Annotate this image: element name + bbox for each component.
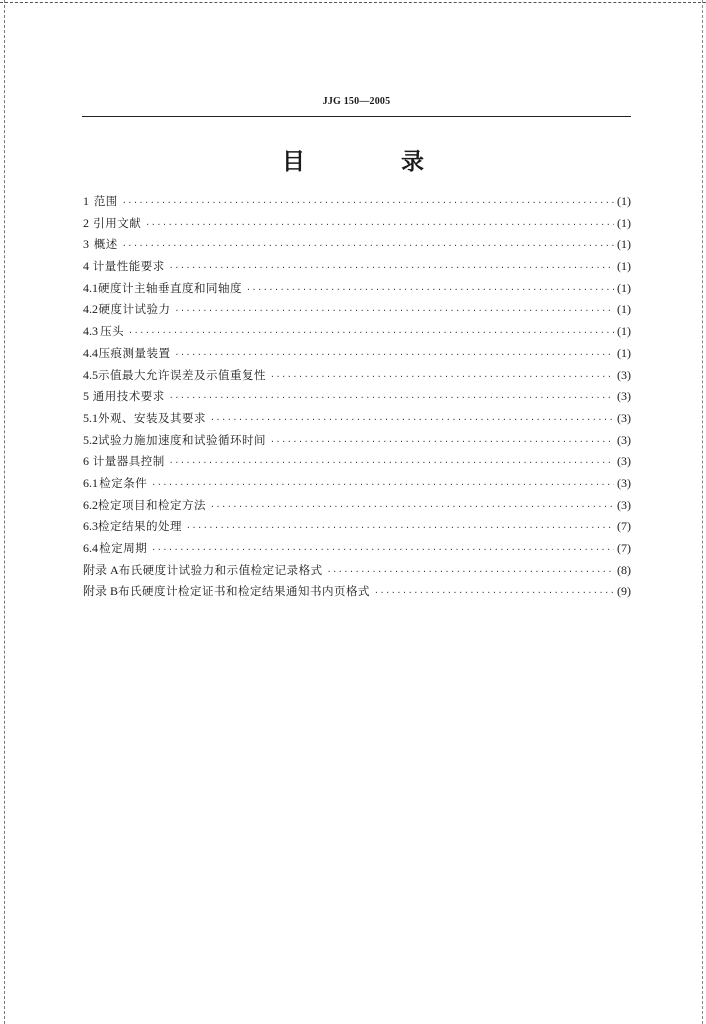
toc-entry[interactable] <box>83 581 631 603</box>
toc-entry-page: (1) <box>617 237 631 252</box>
scan-edge-top <box>0 2 706 3</box>
toc-entry-label: 检定项目和检定方法 <box>98 497 206 512</box>
toc-entry-label: 引用文献 <box>93 215 142 230</box>
toc-entry[interactable] <box>83 191 631 213</box>
toc-dot-leader <box>169 387 614 409</box>
toc-entry[interactable] <box>83 408 631 430</box>
toc-dot-leader <box>270 366 614 388</box>
toc-dot-leader <box>246 279 614 301</box>
toc-entry-page: (3) <box>617 497 631 512</box>
toc-dot-leader <box>210 496 614 518</box>
toc-dot-leader <box>151 474 614 496</box>
toc-entry[interactable] <box>83 343 631 365</box>
toc-entry-number: 附录 B <box>83 584 119 599</box>
toc-entry-label: 通用技术要求 <box>92 389 165 404</box>
toc-entry-page: (1) <box>617 302 631 317</box>
toc-entry-page: (7) <box>617 519 631 534</box>
toc-entry[interactable] <box>83 516 631 538</box>
toc-entry[interactable] <box>83 234 631 256</box>
toc-entry-number: 6.4 <box>83 541 98 555</box>
toc-entry-number: 3 <box>83 237 89 252</box>
toc-entry[interactable] <box>83 560 631 582</box>
toc-entry-number: 5.1 <box>83 410 98 425</box>
toc-entry-number: 4.4 <box>83 345 98 360</box>
toc-dot-leader <box>122 235 614 257</box>
toc-entry-label: 布氏硬度计试验力和示值检定记录格式 <box>118 562 323 577</box>
toc-entry-page: (8) <box>617 562 631 577</box>
toc-entry-number: 附录 A <box>83 562 119 577</box>
toc-dot-leader <box>186 517 614 539</box>
toc-dot-leader <box>174 344 614 366</box>
toc-entry-page: (7) <box>617 541 631 555</box>
toc-entry-number: 2 <box>83 215 89 230</box>
toc-entry-page: (1) <box>617 194 631 208</box>
page-header <box>82 96 631 117</box>
toc-entry[interactable] <box>83 451 631 473</box>
table-of-contents <box>83 191 631 603</box>
toc-entry-label: 布氏硬度计检定证书和检定结果通知书内页格式 <box>118 584 371 599</box>
toc-entry-page: (3) <box>617 410 631 425</box>
toc-dot-leader <box>327 561 614 583</box>
toc-entry-number: 4.5 <box>83 367 98 382</box>
toc-entry[interactable] <box>83 213 631 235</box>
toc-entry-number: 4.1 <box>83 280 98 295</box>
toc-entry-page: (1) <box>617 280 631 295</box>
toc-entry-label: 计量性能要求 <box>92 259 165 274</box>
toc-entry-label: 检定条件 <box>99 475 148 490</box>
toc-entry[interactable] <box>83 299 631 321</box>
toc-dot-leader <box>145 214 614 236</box>
toc-entry-label: 压头 <box>100 324 125 339</box>
toc-entry-page: (1) <box>617 324 631 339</box>
toc-entry-number: 5 <box>83 389 89 404</box>
toc-entry-number: 6.2 <box>83 497 98 512</box>
toc-entry-label: 示值最大允许误差及示值重复性 <box>98 367 266 382</box>
toc-entry-page: (3) <box>617 475 631 490</box>
toc-dot-leader <box>128 322 614 344</box>
toc-entry[interactable] <box>83 430 631 452</box>
standard-code: JJG 150—2005 <box>322 96 391 107</box>
toc-entry-label: 外观、安装及其要求 <box>98 410 206 425</box>
toc-entry[interactable] <box>83 473 631 495</box>
toc-entry-number: 6.3 <box>83 519 98 534</box>
toc-entry-label: 压痕测量装置 <box>98 345 171 360</box>
toc-entry-label: 检定周期 <box>99 541 148 555</box>
toc-entry-number: 6.1 <box>83 475 98 490</box>
toc-entry[interactable] <box>83 321 631 343</box>
toc-entry-page: (1) <box>617 215 631 230</box>
toc-entry-page: (9) <box>617 584 631 599</box>
toc-entry-label: 检定结果的处理 <box>98 519 183 534</box>
toc-entry[interactable] <box>83 365 631 387</box>
toc-entry[interactable] <box>83 278 631 300</box>
toc-entry-page: (1) <box>617 259 631 274</box>
toc-entry[interactable] <box>83 256 631 278</box>
toc-entry-number: 5.2 <box>83 432 98 447</box>
toc-entry-page: (3) <box>617 389 631 404</box>
toc-entry[interactable] <box>83 386 631 408</box>
toc-dot-leader <box>122 192 614 214</box>
toc-entry-number: 1 <box>83 194 89 208</box>
toc-entry-page: (3) <box>617 432 631 447</box>
toc-entry-number: 4.2 <box>83 302 98 317</box>
toc-entry-label: 范围 <box>93 194 118 208</box>
toc-entry-label: 计量器具控制 <box>92 454 165 469</box>
toc-dot-leader <box>270 431 614 453</box>
toc-entry-page: (3) <box>617 367 631 382</box>
toc-entry-label: 概述 <box>93 237 118 252</box>
toc-entry[interactable] <box>83 538 631 560</box>
toc-entry-label: 硬度计试验力 <box>98 302 171 317</box>
toc-entry[interactable] <box>83 495 631 517</box>
toc-dot-leader <box>169 452 614 474</box>
toc-dot-leader <box>374 582 614 604</box>
toc-title: 目 录 <box>281 149 468 175</box>
toc-entry-label: 试验力施加速度和试验循环时间 <box>98 432 266 447</box>
toc-entry-label: 硬度计主轴垂直度和同轴度 <box>98 280 242 295</box>
toc-dot-leader <box>169 257 614 279</box>
toc-entry-number: 6 <box>83 454 89 469</box>
toc-entry-page: (3) <box>617 454 631 469</box>
toc-dot-leader <box>151 539 614 561</box>
toc-entry-page: (1) <box>617 345 631 360</box>
toc-entry-number: 4 <box>83 259 89 274</box>
toc-dot-leader <box>210 409 614 431</box>
toc-entry-number: 4.3 <box>83 324 98 339</box>
toc-dot-leader <box>174 300 614 322</box>
